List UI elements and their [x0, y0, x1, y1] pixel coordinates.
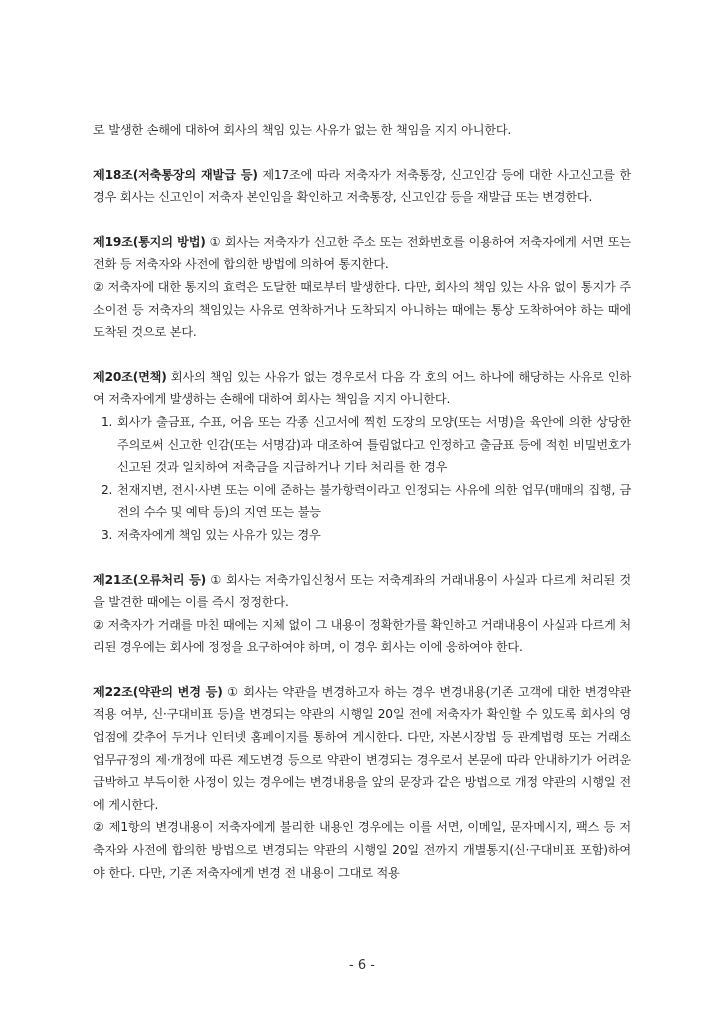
- article-21: [93, 569, 631, 614]
- article-22-clause-2: ② 제1항의 변경내용이 저축자에게 불리한 내용인 경우에는 이를 서면, 이메일, 문자메시지, 팩스 등 저축자와 사전에 합의한 방법으로 변경되는 약관의 시행일 20일 전까지 개별통지(신·구대비표 포함)하여야 한다. 다만, 기존 저축자에게 변경 전 내용이 그대로 적용: [93, 820, 631, 880]
- article-20-title: 제20조(면책): [93, 369, 167, 384]
- article-18-body: 제17조에 따라 저축자가 저축통장, 신고인감 등에 대한 사고신고를 한 경우 회사는 신고인이 저축자 본인임을 확인하고 저축통장, 신고인감 등을 재발급 또는 변경한다.: [93, 167, 631, 205]
- article-21-clause-1: ① 회사는 저축가입신청서 또는 저축계좌의 거래내용이 사실과 다르게 처리된 것을 발견한 때에는 이를 즉시 정정한다.: [93, 572, 631, 610]
- article-22-title: 제22조(약관의 변경 등): [93, 684, 223, 699]
- article-20-item-3: [101, 524, 631, 547]
- item-number: 2.: [101, 482, 113, 497]
- article-22: [93, 681, 631, 817]
- article-19-clause-1: ① 회사는 저축자가 신고한 주소 또는 전화번호를 이용하여 저축자에게 서면 또는 전화 등 저축자와 사전에 합의한 방법에 의하여 통지한다.: [93, 234, 632, 272]
- article-21-title: 제21조(오류처리 등): [93, 572, 207, 587]
- document-body: [93, 119, 631, 884]
- article-22-clause-1: ① 회사는 약관을 변경하고자 하는 경우 변경내용(기존 고객에 대한 변경약관 적용 여부, 신·구대비표 등)을 변경되는 약관의 시행일 20일 전에 저축자가 확인할 수 있도록 회사의 영업점에 갖추어 두거나 인터넷 홈페이지를 통하여 게시한다. 다만, 자본시장법 등 관계법령 또는 거래소 업무규정의 제·개정에 따른 제도변경 등으로 약관이 변경되는 경우로서 본문에 따라 안내하기가 어려운 급박하고 부득이한 사정이 있는 경우에는 변경내용을 앞의 문장과 같은 방법으로 개정 약관의 시행일 전에 게시한다.: [93, 684, 631, 812]
- article-19: [93, 231, 631, 276]
- article-18-title: 제18조(저축통장의 재발급 등): [93, 167, 258, 182]
- item-text: 회사가 출금표, 수표, 어음 또는 각종 신고서에 찍힌 도장의 모양(또는 서명)을 육안에 의한 상당한 주의로써 신고한 인감(또는 서명감)과 대조하여 틀림없다고 인정하고 출금표 등에 적힌 비밀번호가 신고된 것과 일치하여 저축금을 지급하거나 기타 처리를 한 경우: [117, 414, 631, 475]
- page-number: - 6 -: [349, 958, 375, 973]
- intro-paragraph: 로 발생한 손해에 대하여 회사의 책임 있는 사유가 없는 한 책임을 지지 아니한다.: [93, 123, 512, 137]
- article-18: [93, 164, 631, 209]
- article-20: [93, 366, 631, 411]
- article-20-item-2: [101, 479, 631, 524]
- article-20-item-1: [101, 411, 631, 479]
- item-text: 천재지변, 전시·사변 또는 이에 준하는 불가항력이라고 인정되는 사유에 의한 업무(매매의 집행, 금전의 수수 및 예탁 등)의 지연 또는 불능: [117, 482, 631, 520]
- item-number: 1.: [101, 414, 113, 429]
- article-21-clause-2: ② 저축자가 거래를 마친 때에는 지체 없이 그 내용이 정확한가를 확인하고 거래내용이 사실과 다르게 처리된 경우에는 회사에 정정을 요구하여야 하며, 이 경우 회사는 이에 응하여야 한다.: [93, 617, 631, 655]
- item-text: 저축자에게 책임 있는 사유가 있는 경우: [117, 527, 321, 542]
- article-19-clause-2: ② 저축자에 대한 통지의 효력은 도달한 때로부터 발생한다. 다만, 회사의 책임 있는 사유 없이 통지가 주소이전 등 저축자의 책임있는 사유로 연착하거나 도착되지 아니하는 때에는 통상 도착하여야 하는 때에 도착된 것으로 본다.: [93, 279, 631, 340]
- item-number: 3.: [101, 527, 113, 542]
- article-19-title: 제19조(통지의 방법): [93, 234, 206, 249]
- article-20-body: 회사의 책임 있는 사유가 없는 경우로서 다음 각 호의 어느 하나에 해당하는 사유로 인하여 저축자에게 발생하는 손해에 대하여 회사는 책임을 지지 아니한다.: [93, 369, 631, 407]
